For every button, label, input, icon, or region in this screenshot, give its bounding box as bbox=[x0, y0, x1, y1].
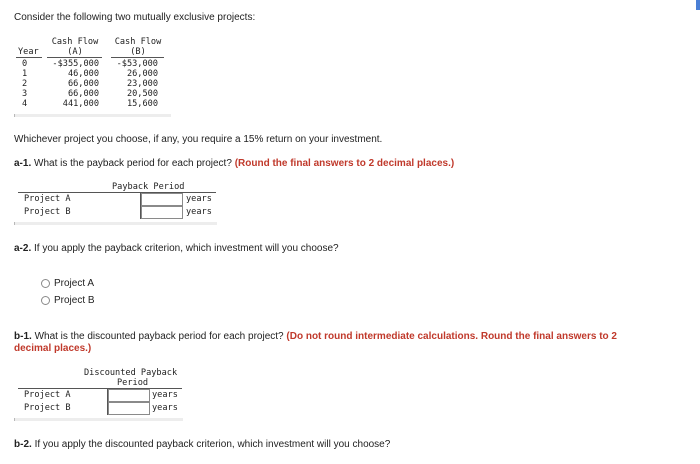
option-label-project-a[interactable]: Project A bbox=[54, 278, 95, 289]
question-a1-note: (Round the final answers to 2 decimal places.) bbox=[234, 158, 455, 169]
question-b1 bbox=[14, 331, 617, 343]
header-cashflow-b-line2: (B) bbox=[130, 47, 146, 57]
discounted-row-label-a: Project A bbox=[24, 390, 71, 400]
discounted-unit-a: years bbox=[152, 390, 178, 400]
discounted-header-underline bbox=[18, 388, 182, 389]
header-cashflow-a-line2: (A) bbox=[67, 47, 83, 57]
cell-cashflow-b: 23,000 bbox=[126, 79, 158, 89]
payback-input-project-b[interactable] bbox=[141, 206, 183, 219]
cell-cashflow-b: -$53,000 bbox=[116, 59, 158, 69]
cell-cashflow-a: 441,000 bbox=[62, 99, 99, 109]
question-a2 bbox=[14, 243, 339, 255]
payback-unit-b: years bbox=[186, 207, 212, 217]
intro-text: Consider the following two mutually exclusive projects: bbox=[14, 12, 256, 23]
cell-year: 0 bbox=[22, 59, 28, 69]
section-divider bbox=[14, 418, 183, 421]
discounted-input-project-b[interactable] bbox=[108, 402, 150, 415]
question-b1-text: What is the discounted payback period for each project? bbox=[34, 331, 284, 342]
question-b2 bbox=[14, 439, 390, 451]
cell-cashflow-b: 26,000 bbox=[126, 69, 158, 79]
cell-year: 3 bbox=[22, 89, 28, 99]
cell-cashflow-a: 66,000 bbox=[67, 79, 99, 89]
question-b1-label: b-1. bbox=[14, 331, 32, 342]
header-underline-a bbox=[47, 57, 102, 58]
cell-year: 1 bbox=[22, 69, 28, 79]
corner-accent bbox=[696, 0, 700, 10]
discounted-row-label-b: Project B bbox=[24, 403, 71, 413]
payback-row-label-a: Project A bbox=[24, 194, 71, 204]
cell-year: 2 bbox=[22, 79, 28, 89]
question-a1 bbox=[14, 158, 454, 170]
question-b1-note: (Do not round intermediate calculations. Round the final answers to 2 bbox=[286, 331, 617, 342]
header-cashflow-b-line1: Cash Flow bbox=[114, 37, 162, 47]
question-a1-label: a-1. bbox=[14, 158, 32, 169]
header-underline-b bbox=[111, 57, 164, 58]
question-a2-label: a-2. bbox=[14, 243, 32, 254]
payback-header-underline bbox=[18, 192, 216, 193]
question-a1-text: What is the payback period for each project? bbox=[34, 158, 232, 169]
required-return-text: Whichever project you choose, if any, you require a 15% return on your investment. bbox=[14, 134, 383, 145]
payback-row-label-b: Project B bbox=[24, 207, 71, 217]
payback-header: Payback Period bbox=[112, 182, 185, 192]
payback-input-project-a[interactable] bbox=[141, 193, 183, 206]
cell-cashflow-a: 66,000 bbox=[67, 89, 99, 99]
header-underline-year bbox=[16, 57, 42, 58]
cell-year: 4 bbox=[22, 99, 28, 109]
question-b2-text: If you apply the discounted payback criterion, which investment will you choose? bbox=[34, 439, 391, 450]
question-a2-text: If you apply the payback criterion, which investment will you choose? bbox=[34, 243, 339, 254]
discounted-header-line2: Period bbox=[117, 378, 149, 388]
cell-cashflow-b: 20,500 bbox=[126, 89, 158, 99]
discounted-unit-b: years bbox=[152, 403, 178, 413]
header-cashflow-a-line1: Cash Flow bbox=[51, 37, 99, 47]
payback-unit-a: years bbox=[186, 194, 212, 204]
discounted-input-project-a[interactable] bbox=[108, 389, 150, 402]
discounted-header-line1: Discounted Payback bbox=[84, 368, 178, 378]
option-label-project-b[interactable]: Project B bbox=[54, 295, 95, 306]
cell-cashflow-b: 15,600 bbox=[126, 99, 158, 109]
cell-cashflow-a: 46,000 bbox=[67, 69, 99, 79]
cell-cashflow-a: -$355,000 bbox=[52, 59, 99, 69]
section-divider bbox=[14, 222, 217, 225]
section-divider bbox=[14, 114, 171, 117]
radio-project-a[interactable] bbox=[41, 279, 50, 288]
question-b2-label: b-2. bbox=[14, 439, 32, 450]
header-year: Year bbox=[18, 47, 39, 57]
question-b1-note-continued: decimal places.) bbox=[14, 343, 92, 354]
radio-project-b[interactable] bbox=[41, 296, 50, 305]
